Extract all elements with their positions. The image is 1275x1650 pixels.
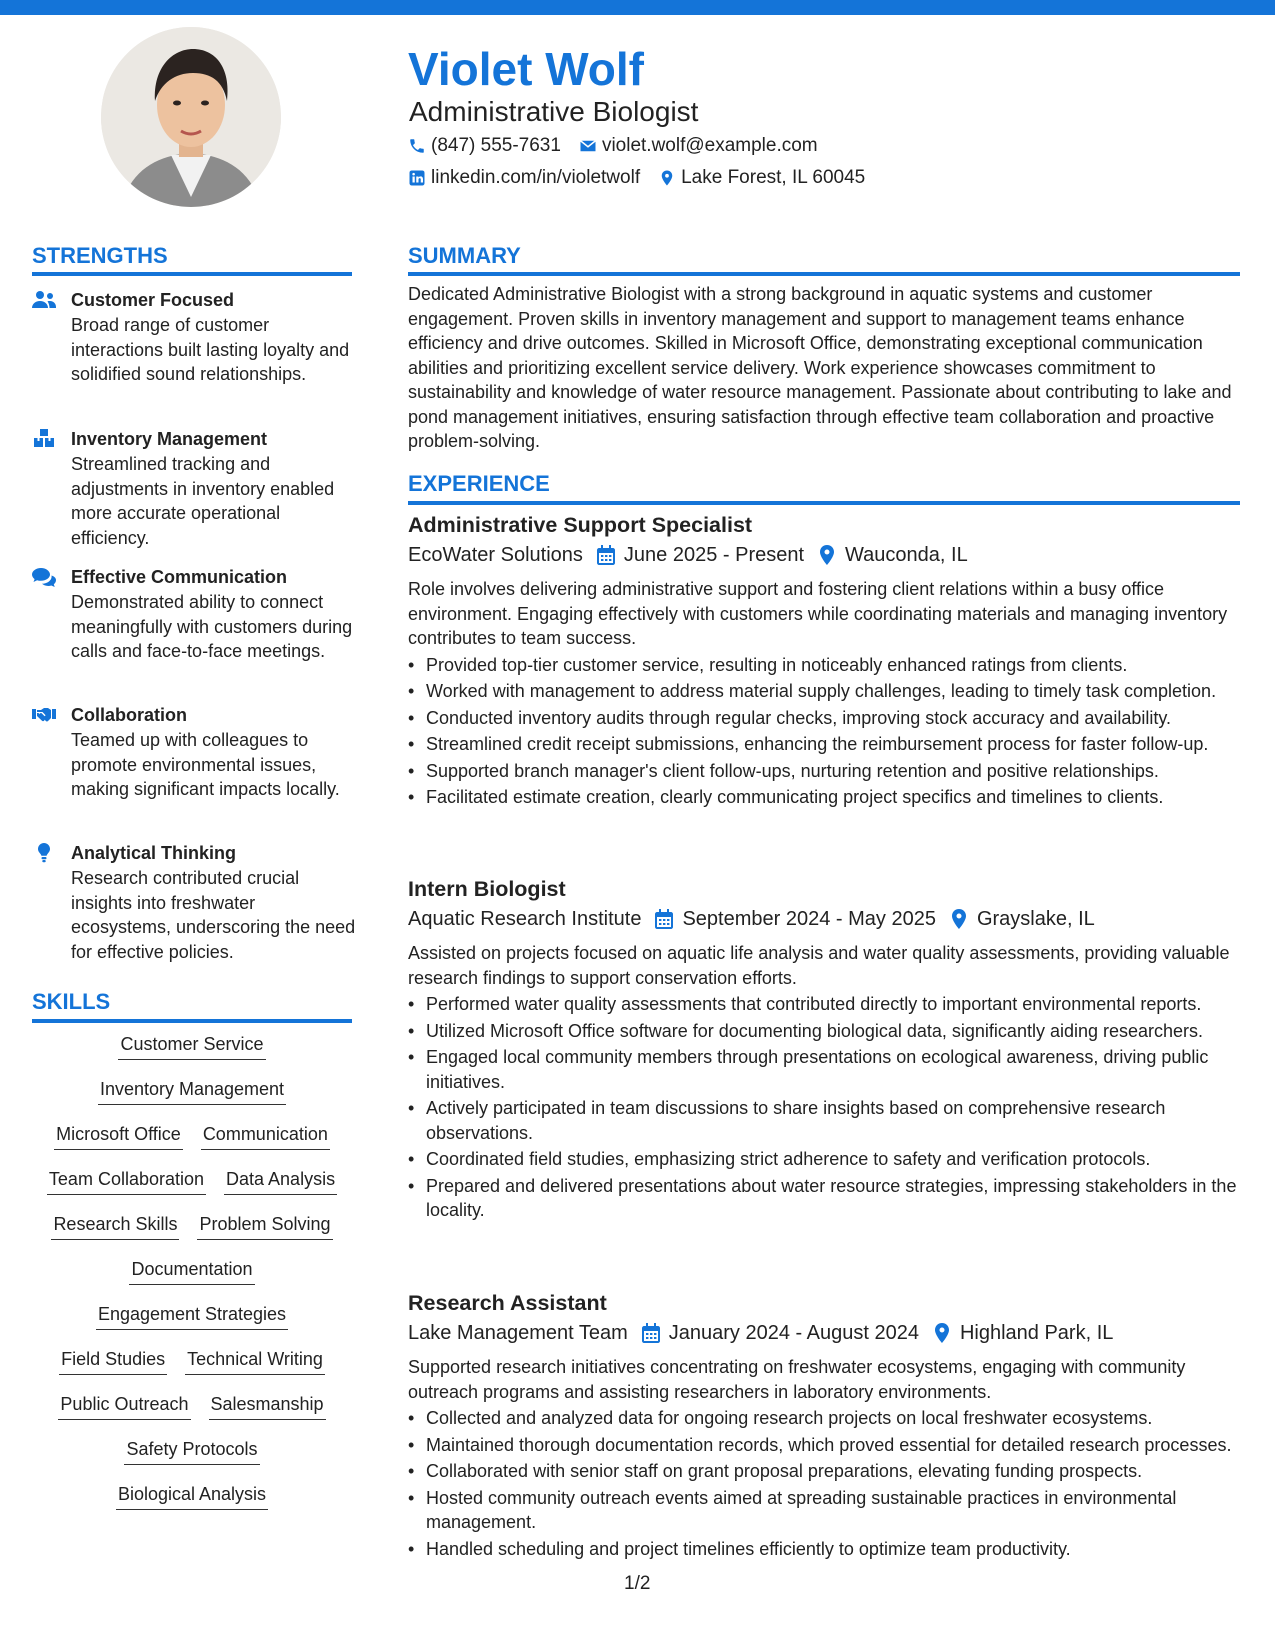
skill-tag: Microsoft Office bbox=[54, 1122, 183, 1150]
strengths-divider bbox=[32, 272, 352, 276]
skill-tag: Salesmanship bbox=[209, 1392, 326, 1420]
job-entry bbox=[408, 875, 1240, 1223]
job-role: Intern Biologist bbox=[408, 877, 566, 901]
job-bullet: • Performed water quality assessments that contributed directly to important environmental reports. bbox=[408, 992, 1240, 1017]
strengths-heading: STRENGTHS bbox=[32, 243, 168, 268]
skill-tag: Problem Solving bbox=[197, 1212, 332, 1240]
strength-title: Effective Communication bbox=[71, 567, 288, 587]
comments-icon bbox=[32, 567, 56, 587]
job-dates: January 2024 - August 2024 bbox=[668, 1322, 919, 1344]
job-bullet: • Actively participated in team discussions to share insights based on comprehensive research observations. bbox=[408, 1096, 1240, 1145]
job-bullet: • Coordinated field studies, emphasizing strict adherence to safety and verification protocols. bbox=[408, 1147, 1240, 1172]
map-pin-icon bbox=[818, 545, 836, 565]
job-bullet: • Prepared and delivered presentations about water resource strategies, impressing stakeholders in the locality. bbox=[408, 1174, 1240, 1223]
job-role: Research Assistant bbox=[408, 1291, 607, 1315]
job-bullet: • Worked with management to address material supply challenges, leading to timely task completion. bbox=[408, 679, 1240, 704]
job-bullet: • Conducted inventory audits through regular checks, improving stock accuracy and availability. bbox=[408, 706, 1240, 731]
strength-description: Streamlined tracking and adjustments in inventory enabled more accurate operational efficiency. bbox=[71, 454, 335, 548]
linkedin-icon bbox=[408, 169, 426, 187]
users-icon bbox=[32, 290, 56, 310]
job-dates: June 2025 - Present bbox=[623, 544, 805, 566]
skill-row bbox=[32, 1257, 352, 1302]
strength-title: Customer Focused bbox=[71, 290, 235, 310]
strength-description: Broad range of customer interactions built lasting loyalty and solidified sound relationships. bbox=[71, 315, 350, 384]
skill-row bbox=[32, 1347, 352, 1392]
candidate-name: Violet Wolf bbox=[408, 43, 644, 95]
job-dates: September 2024 - May 2025 bbox=[682, 908, 936, 930]
lightbulb-icon bbox=[32, 843, 56, 863]
job-location: Grayslake, IL bbox=[976, 908, 1095, 930]
job-company: Aquatic Research Institute bbox=[408, 908, 642, 930]
skill-tag: Technical Writing bbox=[185, 1347, 325, 1375]
job-bullet: • Provided top-tier customer service, resulting in noticeably enhanced ratings from clients. bbox=[408, 653, 1240, 678]
job-meta bbox=[408, 906, 1240, 932]
job-bullet: • Facilitated estimate creation, clearly communicating project specifics and timelines to clients. bbox=[408, 785, 1240, 810]
map-pin-icon bbox=[658, 169, 676, 187]
boxes-icon bbox=[32, 429, 56, 449]
skill-tag: Biological Analysis bbox=[116, 1482, 268, 1510]
calendar-icon bbox=[597, 545, 615, 565]
job-entry bbox=[408, 1289, 1240, 1561]
summary-divider bbox=[408, 272, 1240, 276]
linkedin-text[interactable]: linkedin.com/in/violetwolf bbox=[431, 167, 641, 188]
skill-row bbox=[32, 1302, 352, 1347]
phone-item bbox=[408, 134, 561, 158]
skill-tag: Field Studies bbox=[59, 1347, 167, 1375]
skill-tag: Public Outreach bbox=[58, 1392, 190, 1420]
job-location: Highland Park, IL bbox=[959, 1322, 1114, 1344]
skill-tag: Safety Protocols bbox=[124, 1437, 259, 1465]
email-text[interactable]: violet.wolf@example.com bbox=[601, 135, 818, 156]
job-bullet: • Utilized Microsoft Office software for documenting biological data, significantly aiding researchers. bbox=[408, 1019, 1240, 1044]
experience-divider bbox=[408, 501, 1240, 505]
job-bullet: • Collaborated with senior staff on grant proposal preparations, elevating funding prospects. bbox=[408, 1459, 1240, 1484]
strength-title: Analytical Thinking bbox=[71, 843, 237, 863]
job-location: Wauconda, IL bbox=[845, 544, 968, 566]
job-entry bbox=[408, 511, 1240, 810]
job-bullet: • Streamlined credit receipt submissions, enhancing the reimbursement process for faster follow-up. bbox=[408, 732, 1240, 757]
skill-row bbox=[32, 1122, 352, 1167]
summary-heading: SUMMARY bbox=[408, 243, 521, 268]
strength-description: Demonstrated ability to connect meaningfully with customers during calls and face-to-face meetings. bbox=[71, 592, 353, 661]
skill-row bbox=[32, 1437, 352, 1482]
job-description: Assisted on projects focused on aquatic life analysis and water quality assessments, providing valuable research findings to support conservation efforts. bbox=[408, 943, 1230, 988]
job-bullet: • Hosted community outreach events aimed at spreading sustainable practices in environmental management. bbox=[408, 1486, 1240, 1535]
calendar-icon bbox=[642, 1323, 660, 1343]
contact-row-2 bbox=[408, 166, 865, 190]
skill-row bbox=[32, 1392, 352, 1437]
skill-tag: Inventory Management bbox=[98, 1077, 286, 1105]
envelope-icon bbox=[579, 137, 597, 155]
strength-title: Collaboration bbox=[71, 705, 187, 725]
map-pin-icon bbox=[950, 909, 968, 929]
handshake-icon bbox=[32, 705, 56, 725]
job-bullet: • Handled scheduling and project timelines efficiently to optimize team productivity. bbox=[408, 1537, 1240, 1562]
calendar-icon bbox=[655, 909, 673, 929]
job-bullet: • Maintained thorough documentation records, which proved essential for detailed research processes. bbox=[408, 1433, 1240, 1458]
summary-text: Dedicated Administrative Biologist with a strong background in aquatic systems and customer engagement. Proven skills in inventory management and support to management teams enhance efficiency and drive outcomes. Skilled in Microsoft Office, demonstrating exceptional communication abilities and prioritizing excellent service delivery. Work experience showcases commitment to sustainability and knowledge of water resource management. Passionate about contributing to lake and pond management initiatives, ensuring satisfaction through effective team collaboration and proactive problem-solving. bbox=[408, 284, 1232, 451]
job-bullet: • Supported branch manager's client follow-ups, nurturing retention and positive relationships. bbox=[408, 759, 1240, 784]
location-text: Lake Forest, IL 60045 bbox=[681, 167, 866, 188]
skill-tag: Communication bbox=[201, 1122, 330, 1150]
contact-row-1 bbox=[408, 134, 818, 158]
job-meta bbox=[408, 1320, 1240, 1346]
job-company: EcoWater Solutions bbox=[408, 544, 583, 566]
skill-tag: Engagement Strategies bbox=[96, 1302, 288, 1330]
email-item[interactable] bbox=[579, 134, 818, 158]
skills-heading: SKILLS bbox=[32, 989, 111, 1014]
skill-row bbox=[32, 1482, 352, 1527]
job-meta bbox=[408, 542, 1240, 568]
skill-tag: Customer Service bbox=[118, 1032, 265, 1060]
skill-tag: Team Collaboration bbox=[47, 1167, 206, 1195]
strength-description: Teamed up with colleagues to promote environmental issues, making significant impacts locally. bbox=[71, 730, 340, 799]
skill-tag: Research Skills bbox=[51, 1212, 179, 1240]
page-number: 1/2 bbox=[624, 1573, 651, 1594]
candidate-title: Administrative Biologist bbox=[409, 96, 699, 127]
job-description: Supported research initiatives concentrating on freshwater ecosystems, engaging with community outreach programs and assisting researchers in laboratory environments. bbox=[408, 1357, 1186, 1402]
top-accent-bar bbox=[0, 0, 1275, 15]
strength-title: Inventory Management bbox=[71, 429, 268, 449]
skill-row bbox=[32, 1167, 352, 1212]
experience-heading: EXPERIENCE bbox=[408, 471, 550, 496]
phone-text: (847) 555-7631 bbox=[431, 135, 561, 156]
skills-list bbox=[32, 1032, 352, 1527]
profile-photo bbox=[101, 27, 281, 207]
skills-divider bbox=[32, 1019, 352, 1023]
job-description: Role involves delivering administrative support and fostering client relations within a busy office environment. Engaging effectively with customers while coordinating materials and managing inventory contributes to team success. bbox=[408, 579, 1228, 648]
location-item bbox=[658, 166, 865, 190]
skill-tag: Data Analysis bbox=[224, 1167, 337, 1195]
linkedin-item[interactable] bbox=[408, 166, 640, 190]
skill-row bbox=[32, 1032, 352, 1077]
map-pin-icon bbox=[933, 1323, 951, 1343]
phone-icon bbox=[408, 137, 426, 155]
skill-row bbox=[32, 1212, 352, 1257]
job-bullet: • Engaged local community members through presentations on ecological awareness, driving public initiatives. bbox=[408, 1045, 1240, 1094]
strength-description: Research contributed crucial insights into freshwater ecosystems, underscoring the need for effective policies. bbox=[71, 868, 356, 962]
skill-tag: Documentation bbox=[129, 1257, 254, 1285]
job-company: Lake Management Team bbox=[408, 1322, 628, 1344]
skill-row bbox=[32, 1077, 352, 1122]
job-role: Administrative Support Specialist bbox=[408, 513, 753, 537]
job-bullet: • Collected and analyzed data for ongoing research projects on local freshwater ecosystems. bbox=[408, 1406, 1240, 1431]
